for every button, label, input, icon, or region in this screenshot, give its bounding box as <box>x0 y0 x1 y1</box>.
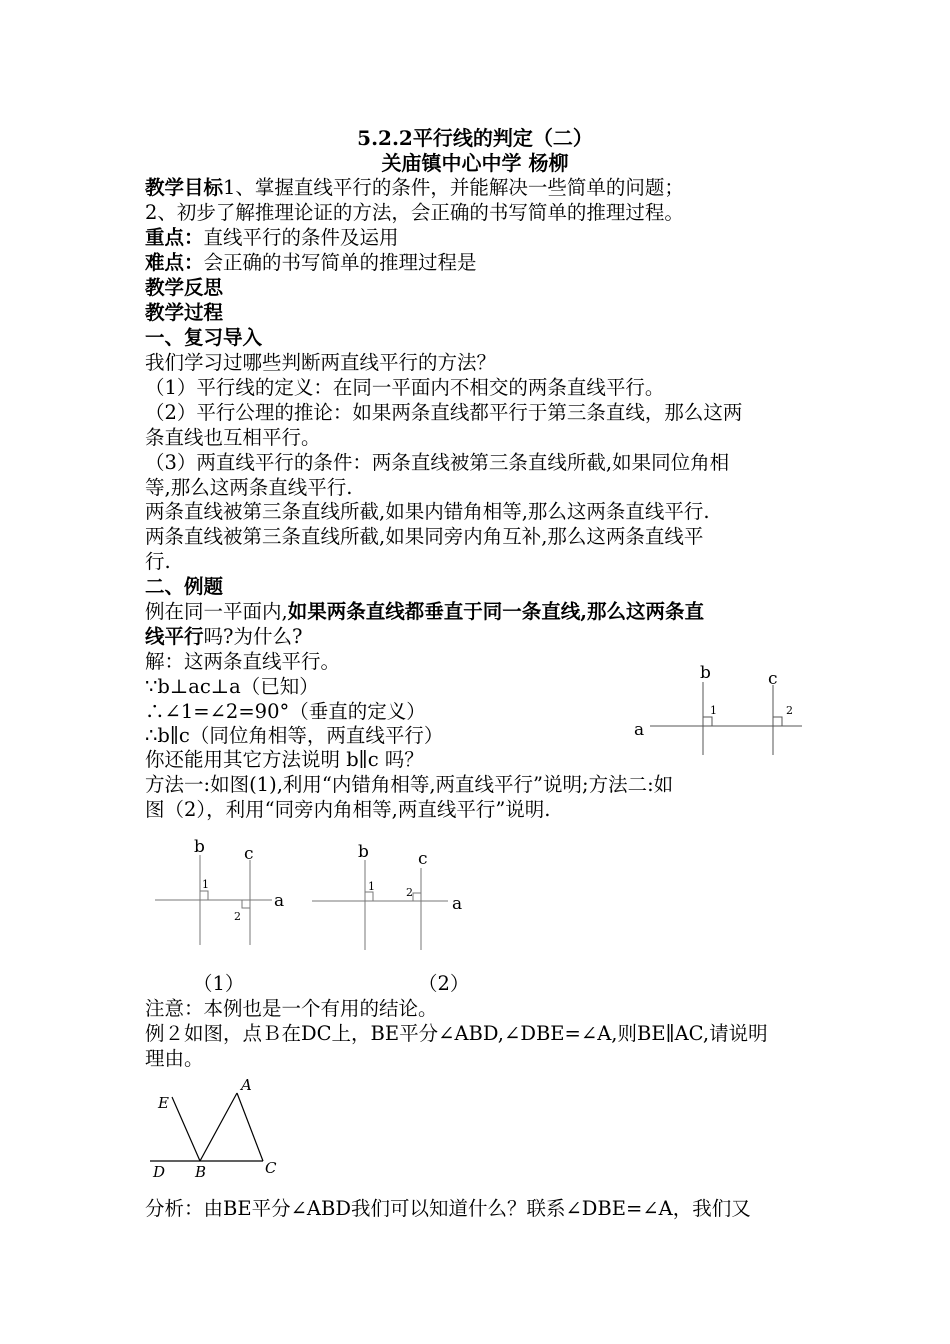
label-angle-1: 1 <box>710 704 717 717</box>
goal-label: 教学目标 <box>145 176 224 199</box>
solution-2: ∵b⊥ac⊥a（已知） <box>145 675 319 698</box>
figure-triangle-example-2 <box>145 1075 285 1185</box>
fig2-label-c: c <box>418 849 428 869</box>
section-2-heading: 二、例题 <box>145 575 224 598</box>
solution-3: ∴∠1=∠2=90°（垂直的定义） <box>145 700 426 723</box>
goal-1: 1、掌握直线平行的条件，并能解决一些简单的问题； <box>223 176 684 199</box>
figure-1-caption: （1） <box>193 972 245 995</box>
fig1-label-angle-1: 1 <box>202 878 209 891</box>
fig1-label-c: c <box>244 844 254 864</box>
solution-5: 你还能用其它方法说明 b∥c 吗？ <box>145 748 424 771</box>
ex1-bold-a: 如果两条直线都垂直于同一条直线,那么这两条直 <box>287 600 704 623</box>
fig2-label-b: b <box>358 842 369 862</box>
tri-label-d: D <box>153 1163 166 1181</box>
tri-label-b: B <box>195 1163 207 1181</box>
review-item-3b: 等,那么这两条直线平行. <box>145 476 353 499</box>
fig1-label-b: b <box>194 837 205 857</box>
solution-1: 解：这两条直线平行。 <box>145 650 341 673</box>
fig1-label-a: a <box>274 891 285 911</box>
label-a: a <box>634 720 645 740</box>
review-item-4: 两条直线被第三条直线所截,如果内错角相等,那么这两条直线平行. <box>145 500 710 523</box>
analysis-line: 分析：由BE平分∠ABD我们可以知道什么？联系∠DBE=∠A，我们又 <box>145 1197 751 1220</box>
fig2-label-angle-2: 2 <box>406 886 413 899</box>
review-question: 我们学习过哪些判断两直线平行的方法？ <box>145 351 497 374</box>
ex1-bold-b: 线平行 <box>145 625 204 648</box>
example-1-line-a <box>145 600 704 624</box>
figure-1-alternate-angles <box>150 835 295 945</box>
review-item-5b: 行. <box>145 550 171 573</box>
difficulty-text: 会正确的书写简单的推理过程是 <box>203 251 477 274</box>
teaching-goal-line <box>145 176 684 200</box>
example-2-line-b: 理由。 <box>145 1047 204 1070</box>
review-item-2a: （2）平行公理的推论：如果两条直线都平行于第三条直线，那么这两 <box>145 401 743 424</box>
example-1-line-b <box>145 625 302 649</box>
tri-label-e: E <box>158 1094 169 1112</box>
example-2-line-a: 例２如图，点Ｂ在DC上，BE平分∠ABD,∠DBE=∠A,则BE∥AC,请说明 <box>145 1022 768 1045</box>
review-item-3a: （3）两直线平行的条件：两条直线被第三条直线所截,如果同位角相 <box>145 451 730 474</box>
difficulty-label: 难点： <box>145 251 204 274</box>
process-heading: 教学过程 <box>145 301 224 324</box>
figure-2-cointerior-angles <box>310 840 470 950</box>
solution-4: ∴b∥c（同位角相等，两直线平行） <box>145 724 444 747</box>
difficulty-line <box>145 251 477 275</box>
ex1-prefix: 例在同一平面内, <box>145 600 288 623</box>
figure-2-caption: （2） <box>418 972 470 995</box>
review-item-2b: 条直线也互相平行。 <box>145 426 321 449</box>
fig2-label-a: a <box>452 894 463 914</box>
fig1-label-angle-2: 2 <box>234 910 241 923</box>
reflection-heading: 教学反思 <box>145 276 224 299</box>
goal-2: 2、初步了解推理论证的方法，会正确的书写简单的推理过程。 <box>145 201 684 224</box>
section-1-heading: 一、复习导入 <box>145 326 263 349</box>
tri-label-c: C <box>265 1159 277 1177</box>
method-line-a: 方法一:如图(1),利用“内错角相等,两直线平行”说明;方法二:如 <box>145 773 674 796</box>
label-angle-2: 2 <box>786 704 793 717</box>
ex1-suffix: 吗?为什么? <box>203 625 303 648</box>
doc-title: 5.2.2平行线的判定（二） <box>357 126 593 150</box>
key-text: 直线平行的条件及运用 <box>203 226 399 249</box>
method-line-b: 图（2），利用“同旁内角相等,两直线平行”说明. <box>145 798 551 821</box>
label-b: b <box>700 663 711 683</box>
figure-perpendicular-main <box>630 655 810 755</box>
key-point-line <box>145 226 399 250</box>
tri-label-a: A <box>241 1076 252 1094</box>
fig2-label-angle-1: 1 <box>368 880 375 893</box>
review-item-5a: 两条直线被第三条直线所截,如果同旁内角互补,那么这两条直线平 <box>145 525 704 548</box>
review-item-1: （1）平行线的定义：在同一平面内不相交的两条直线平行。 <box>145 376 665 399</box>
label-c: c <box>768 669 778 689</box>
key-label: 重点： <box>145 226 204 249</box>
note-line: 注意：本例也是一个有用的结论。 <box>145 997 438 1020</box>
doc-author: 关庙镇中心中学 杨柳 <box>381 151 569 175</box>
